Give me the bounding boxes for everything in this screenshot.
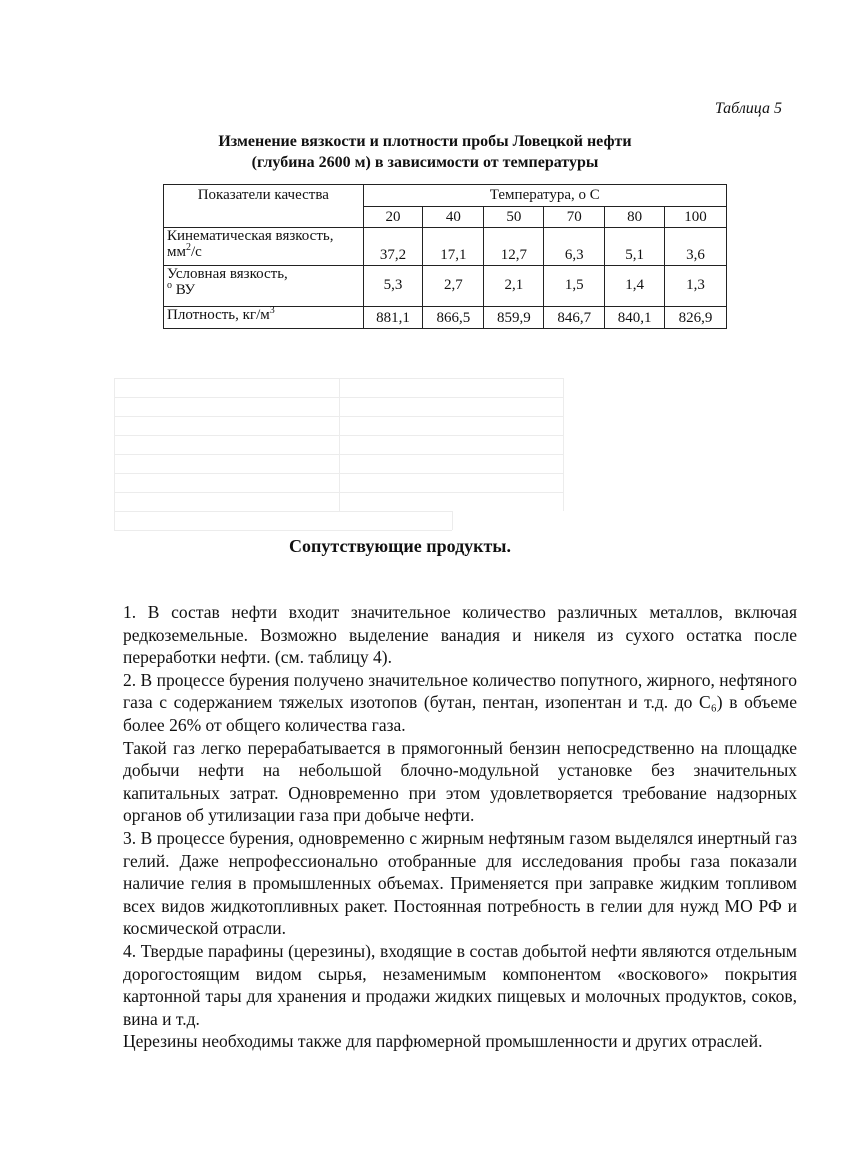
value-cell: 5,3	[363, 266, 423, 307]
paragraph-ceresins: Церезины необходимы также для парфюмерной промышленности и других отраслей.	[123, 1031, 763, 1052]
value-cell: 2,7	[423, 266, 484, 307]
temperature-cell: 100	[665, 207, 727, 228]
temperature-cell: 20	[363, 207, 423, 228]
value-cell: 6,3	[544, 228, 605, 266]
value-cell: 1,5	[544, 266, 605, 307]
row-label-density: Плотность, $кг/м^3$	[164, 307, 364, 329]
value-cell: 12,7	[484, 228, 544, 266]
value-cell: 881,1	[363, 307, 423, 329]
temperature-cell: 40	[423, 207, 484, 228]
row-label-kinematic-viscosity: Кинематическая вязкость, $мм^2/с$	[164, 228, 364, 266]
temperature-cell: 80	[605, 207, 665, 228]
temperature-cell: 70	[544, 207, 605, 228]
value-cell: 2,1	[484, 266, 544, 307]
paragraph-associated-gas: 2. В процессе бурения получено значительное количество попутного, жирного, нефтяного газа с содержанием тяжелых изотопов (бутан, пентан, изопентан и т.д. до С₆) в объеме более 26% от общего количества газа.	[123, 669, 797, 735]
paragraph-paraffins: 4. Твердые парафины (церезины), входящие в состав добытой нефти являются отдельным дорогостоящим видом сырья, незаменимым компонентом «воскового» покрытия картонной тары для хранения и продажи жидких пищевых и молочных продуктов, соков, вина и т.д.	[123, 940, 797, 1029]
value-cell: 1,4	[605, 266, 665, 307]
viscosity-density-table	[163, 184, 727, 329]
value-cell: 826,9	[665, 307, 727, 329]
value-cell: 37,2	[363, 228, 423, 266]
value-cell: 866,5	[423, 307, 484, 329]
table-caption-line-2: (глубина 2600 м) в зависимости от температуры	[251, 154, 599, 171]
value-cell: 846,7	[544, 307, 605, 329]
body-text	[123, 601, 797, 1053]
table-row	[164, 307, 727, 329]
value-cell: 17,1	[423, 228, 484, 266]
value-cell: 1,3	[665, 266, 727, 307]
row-label-conditional-viscosity: Условная вязкость, $^о$ ВУ	[164, 266, 364, 307]
header-indicators: Показатели качества	[164, 185, 364, 228]
value-cell: 3,6	[665, 228, 727, 266]
table-caption	[0, 131, 850, 173]
table-number-label: Таблица 5	[714, 100, 782, 117]
paragraph-helium: 3. В процессе бурения, одновременно с жирным нефтяным газом выделялся инертный газ гелий. Даже непрофессионально отобранные для исследования пробы газа показали наличие гелия в промышленных объемах. Применяется при заправке жидким топливом всех видов жидкотопливных ракет. Постоянная потребность в гелии для нужд МО РФ и космической отрасли.	[123, 827, 797, 939]
table-row	[164, 266, 727, 307]
section-heading: Сопутствующие продукты.	[289, 536, 511, 556]
value-cell: 5,1	[605, 228, 665, 266]
paragraph-gas-processing: Такой газ легко перерабатывается в прямогонный бензин непосредственно на площадке добычи нефти на небольшой блочно-модульной установке без значительных капитальных затрат. Одновременно при этом удовлетворяется требование надзорных органов об утилизации газа при добыче нефти.	[123, 737, 797, 826]
table-row	[164, 228, 727, 266]
value-cell: 859,9	[484, 307, 544, 329]
temperature-cell: 50	[484, 207, 544, 228]
value-cell: 840,1	[605, 307, 665, 329]
header-temperature: Температура, о С	[363, 185, 726, 207]
table-caption-line-1: Изменение вязкости и плотности пробы Ловецкой нефти	[218, 133, 632, 150]
paragraph-metals: 1. В состав нефти входит значительное количество различных металлов, включая редкоземельные. Возможно выделение ванадия и никеля из сухого остатка после переработки нефти. (см. таблицу 4).	[123, 602, 797, 668]
faint-empty-grid	[114, 378, 564, 530]
